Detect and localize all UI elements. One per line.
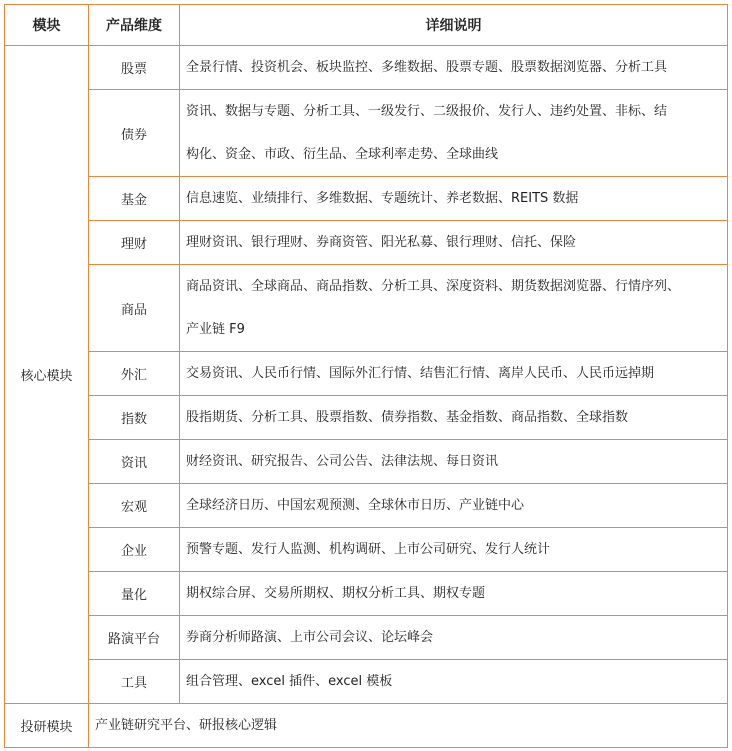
table-row (5, 616, 728, 660)
table-row (5, 46, 728, 90)
dimension-cell: 商品 (89, 265, 180, 352)
detail-line: 构化、资金、市政、衍生品、全球利率走势、全球曲线 (186, 147, 499, 162)
detail-cell (180, 352, 728, 396)
detail-line: 商品资讯、全球商品、商品指数、分析工具、深度资料、期货数据浏览器、行情序列、 (186, 279, 681, 294)
detail-cell (180, 265, 728, 352)
detail-line: 期权综合屏、交易所期权、期权分析工具、期权专题 (186, 586, 486, 601)
dimension-cell: 指数 (89, 396, 180, 440)
detail-cell (180, 396, 728, 440)
invest-module-row (5, 704, 728, 748)
detail-line: 券商分析师路演、上市公司会议、论坛峰会 (186, 630, 434, 645)
detail-line: 组合管理、excel 插件、excel 模板 (186, 674, 393, 689)
invest-module-detail: 产业链研究平台、研报核心逻辑 (89, 704, 728, 748)
detail-cell (180, 90, 728, 177)
detail-line: 理财资讯、银行理财、券商资管、阳光私募、银行理财、信托、保险 (186, 235, 577, 250)
detail-cell (180, 221, 728, 265)
table-row (5, 221, 728, 265)
dimension-cell: 工具 (89, 660, 180, 704)
detail-line: 股指期货、分析工具、股票指数、债券指数、基金指数、商品指数、全球指数 (186, 410, 629, 425)
table-row (5, 440, 728, 484)
dimension-cell: 外汇 (89, 352, 180, 396)
header-detail: 详细说明 (180, 5, 728, 46)
table-row (5, 90, 728, 177)
table-row (5, 265, 728, 352)
detail-cell (180, 616, 728, 660)
detail-cell (180, 177, 728, 221)
dimension-cell: 量化 (89, 572, 180, 616)
header-module: 模块 (5, 5, 89, 46)
table-row (5, 528, 728, 572)
detail-cell (180, 660, 728, 704)
product-table (4, 4, 728, 748)
dimension-cell: 资讯 (89, 440, 180, 484)
table-row (5, 484, 728, 528)
table-row (5, 572, 728, 616)
dimension-cell: 理财 (89, 221, 180, 265)
dimension-cell: 债券 (89, 90, 180, 177)
dimension-cell: 股票 (89, 46, 180, 90)
detail-line: 预警专题、发行人监测、机构调研、上市公司研究、发行人统计 (186, 542, 551, 557)
detail-line: 全球经济日历、中国宏观预测、全球休市日历、产业链中心 (186, 498, 525, 513)
table-body (5, 46, 728, 748)
table-row (5, 396, 728, 440)
detail-cell (180, 46, 728, 90)
detail-cell (180, 484, 728, 528)
table-row (5, 177, 728, 221)
detail-cell (180, 572, 728, 616)
invest-module-label: 投研模块 (5, 704, 89, 748)
header-row (5, 5, 728, 46)
detail-line: 财经资讯、研究报告、公司公告、法律法规、每日资讯 (186, 454, 499, 469)
table-row (5, 352, 728, 396)
detail-cell (180, 440, 728, 484)
header-dimension: 产品维度 (89, 5, 180, 46)
dimension-cell: 路演平台 (89, 616, 180, 660)
dimension-cell: 宏观 (89, 484, 180, 528)
detail-line: 信息速览、业绩排行、多维数据、专题统计、养老数据、REITS 数据 (186, 191, 579, 206)
dimension-cell: 企业 (89, 528, 180, 572)
detail-line: 资讯、数据与专题、分析工具、一级发行、二级报价、发行人、违约处置、非标、结 (186, 104, 668, 119)
detail-line: 交易资讯、人民币行情、国际外汇行情、结售汇行情、离岸人民币、人民币远掉期 (186, 366, 655, 381)
detail-cell (180, 528, 728, 572)
table-row (5, 660, 728, 704)
core-module-label: 核心模块 (5, 46, 89, 704)
detail-line: 全景行情、投资机会、板块监控、多维数据、股票专题、股票数据浏览器、分析工具 (186, 60, 668, 75)
detail-line: 产业链 F9 (186, 322, 245, 337)
dimension-cell: 基金 (89, 177, 180, 221)
